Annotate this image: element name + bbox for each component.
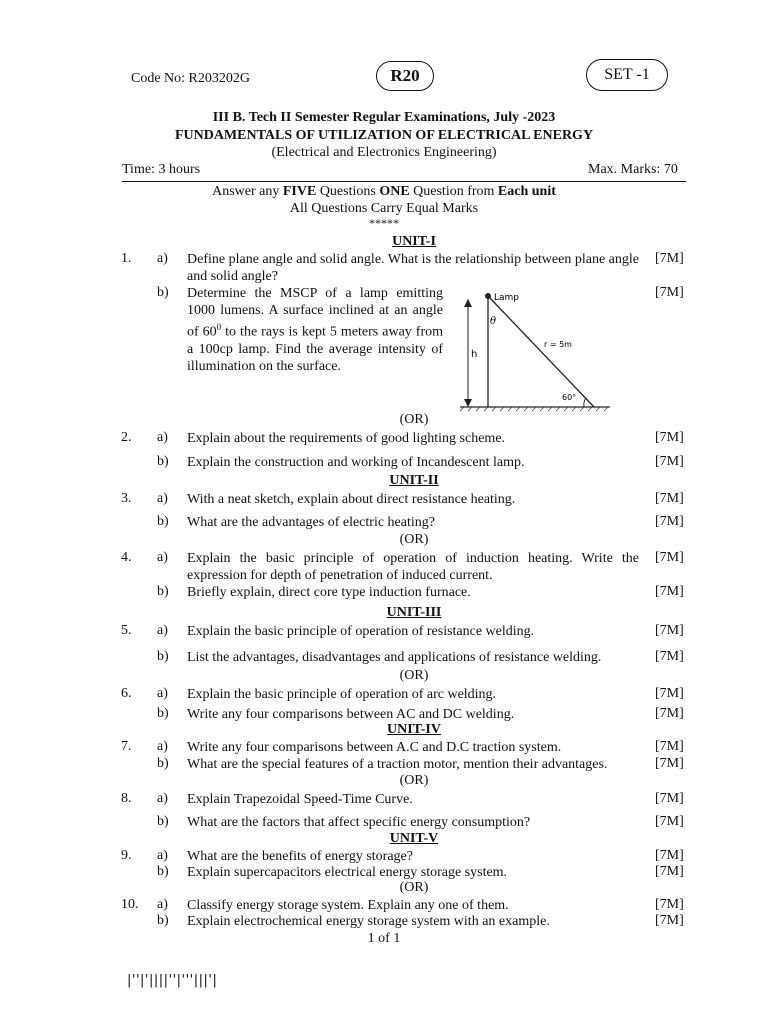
part-label: a) xyxy=(157,848,168,863)
marks: [7M] xyxy=(655,584,684,599)
unit-heading: UNIT-IV xyxy=(387,722,441,737)
question-text: Explain electrochemical energy storage system with an example. xyxy=(187,914,550,929)
marks: [7M] xyxy=(655,285,684,300)
branch-name: (Electrical and Electronics Engineering) xyxy=(271,145,497,160)
header-divider xyxy=(122,181,686,182)
part-label: a) xyxy=(157,686,168,701)
or-separator: (OR) xyxy=(399,532,429,547)
unit-heading: UNIT-I xyxy=(392,234,436,249)
unit-heading: UNIT-III xyxy=(386,605,442,620)
question-number: 5. xyxy=(121,623,132,638)
marks: [7M] xyxy=(655,623,684,638)
page-number: 1 of 1 xyxy=(367,931,401,946)
part-label: b) xyxy=(157,756,169,771)
part-label: b) xyxy=(157,285,169,300)
question-text: With a neat sketch, explain about direct resistance heating. xyxy=(187,492,516,507)
or-separator: (OR) xyxy=(399,412,429,427)
question-text: List the advantages, disadvantages and applications of resistance welding. xyxy=(187,650,602,665)
max-marks: Max. Marks: 70 xyxy=(588,162,678,177)
marks: [7M] xyxy=(655,864,684,879)
part-label: a) xyxy=(157,623,168,638)
part-label: a) xyxy=(157,430,168,445)
angle-label: 60° xyxy=(562,393,577,402)
marks: [7M] xyxy=(655,430,684,445)
marks: [7M] xyxy=(655,550,684,565)
marks: [7M] xyxy=(655,913,684,928)
question-text: What are the special features of a traction motor, mention their advantages. xyxy=(187,757,608,772)
question-text: Classify energy storage system. Explain any one of them. xyxy=(187,898,509,913)
code-number: Code No: R203202G xyxy=(131,71,250,86)
marks: [7M] xyxy=(655,706,684,721)
regulation-badge: R20 xyxy=(376,61,434,91)
ground-hatching xyxy=(460,407,608,411)
question-text: Explain the basic principle of operation of arc welding. xyxy=(187,687,497,702)
part-label: b) xyxy=(157,864,169,879)
part-label: b) xyxy=(157,584,169,599)
part-label: b) xyxy=(157,706,169,721)
question-text: Explain the basic principle of operation of resistance welding. xyxy=(187,624,535,639)
stars-separator: ***** xyxy=(369,216,399,230)
question-text: What are the advantages of electric heating? xyxy=(187,515,435,530)
marks: [7M] xyxy=(655,514,684,529)
part-label: b) xyxy=(157,454,169,469)
or-separator: (OR) xyxy=(399,668,429,683)
question-text: Define plane angle and solid angle. What is the relationship between plane angle and solid angle? xyxy=(187,252,639,284)
distance-label: r = 5m xyxy=(544,340,572,349)
question-number: 7. xyxy=(121,739,132,754)
marks: [7M] xyxy=(655,649,684,664)
question-text: Write any four comparisons between A.C and D.C traction system. xyxy=(187,740,562,755)
barcode-text: |''|'||||''|'''|||'| xyxy=(127,973,218,988)
question-number: 2. xyxy=(121,430,132,445)
part-label: a) xyxy=(157,251,168,266)
unit-heading: UNIT-V xyxy=(389,831,439,846)
set-badge: SET -1 xyxy=(586,59,668,91)
part-label: a) xyxy=(157,550,168,565)
subject-title: FUNDAMENTALS OF UTILIZATION OF ELECTRICAL ENERGY xyxy=(174,128,594,143)
part-label: a) xyxy=(157,739,168,754)
or-separator: (OR) xyxy=(399,773,429,788)
angle-arc xyxy=(584,398,586,407)
question-text: Explain Trapezoidal Speed-Time Curve. xyxy=(187,792,413,807)
marks: [7M] xyxy=(655,814,684,829)
marks: [7M] xyxy=(655,756,684,771)
part-label: b) xyxy=(157,649,169,664)
height-arrow-up xyxy=(464,299,472,307)
marks: [7M] xyxy=(655,454,684,469)
question-number: 8. xyxy=(121,791,132,806)
instructions-line-1: Answer any FIVE Questions ONE Question from Each unit xyxy=(212,184,556,199)
question-number: 10. xyxy=(121,897,139,912)
or-separator: (OR) xyxy=(399,880,429,895)
marks: [7M] xyxy=(655,491,684,506)
marks: [7M] xyxy=(655,739,684,754)
unit-heading: UNIT-II xyxy=(389,473,439,488)
lamp-label: Lamp xyxy=(494,293,520,303)
marks: [7M] xyxy=(655,251,684,266)
question-number: 1. xyxy=(121,251,132,266)
part-label: a) xyxy=(157,897,168,912)
marks: [7M] xyxy=(655,686,684,701)
exam-title: III B. Tech II Semester Regular Examinations, July -2023 xyxy=(212,110,556,125)
time-allowed: Time: 3 hours xyxy=(122,162,201,177)
instructions-line-2: All Questions Carry Equal Marks xyxy=(289,201,479,216)
part-label: a) xyxy=(157,791,168,806)
marks: [7M] xyxy=(655,791,684,806)
part-label: b) xyxy=(157,514,169,529)
question-text: Briefly explain, direct core type induction furnace. xyxy=(187,585,471,600)
height-arrow-down xyxy=(464,399,472,407)
height-label: h xyxy=(471,349,478,360)
part-label: b) xyxy=(157,913,169,928)
question-text: Explain about the requirements of good lighting scheme. xyxy=(187,431,506,446)
question-number: 6. xyxy=(121,686,132,701)
question-number: 3. xyxy=(121,491,132,506)
question-number: 9. xyxy=(121,848,132,863)
part-label: a) xyxy=(157,491,168,506)
marks: [7M] xyxy=(655,897,684,912)
question-text: Explain the basic principle of operation of induction heating. Write the expression for depth of penetration of induced current. xyxy=(187,551,639,583)
question-text: What are the benefits of energy storage? xyxy=(187,849,413,864)
question-text: Write any four comparisons between AC and DC welding. xyxy=(187,707,515,722)
question-text: What are the factors that affect specific energy consumption? xyxy=(187,815,531,830)
theta-label: θ xyxy=(490,316,497,327)
question-number: 4. xyxy=(121,550,132,565)
question-text: Explain the construction and working of Incandescent lamp. xyxy=(187,455,525,470)
lamp-diagram xyxy=(458,283,614,415)
marks: [7M] xyxy=(655,848,684,863)
part-label: b) xyxy=(157,814,169,829)
light-ray-line xyxy=(488,296,594,407)
question-text: Determine the MSCP of a lamp emitting 1000 lumens. A surface inclined at an angle of $60^0$ to the rays is kept 5 meters away from a 100cp lamp. Find the average intensity of illumination on the surface. xyxy=(187,286,443,374)
question-text: Explain supercapacitors electrical energy storage system. xyxy=(187,865,508,880)
